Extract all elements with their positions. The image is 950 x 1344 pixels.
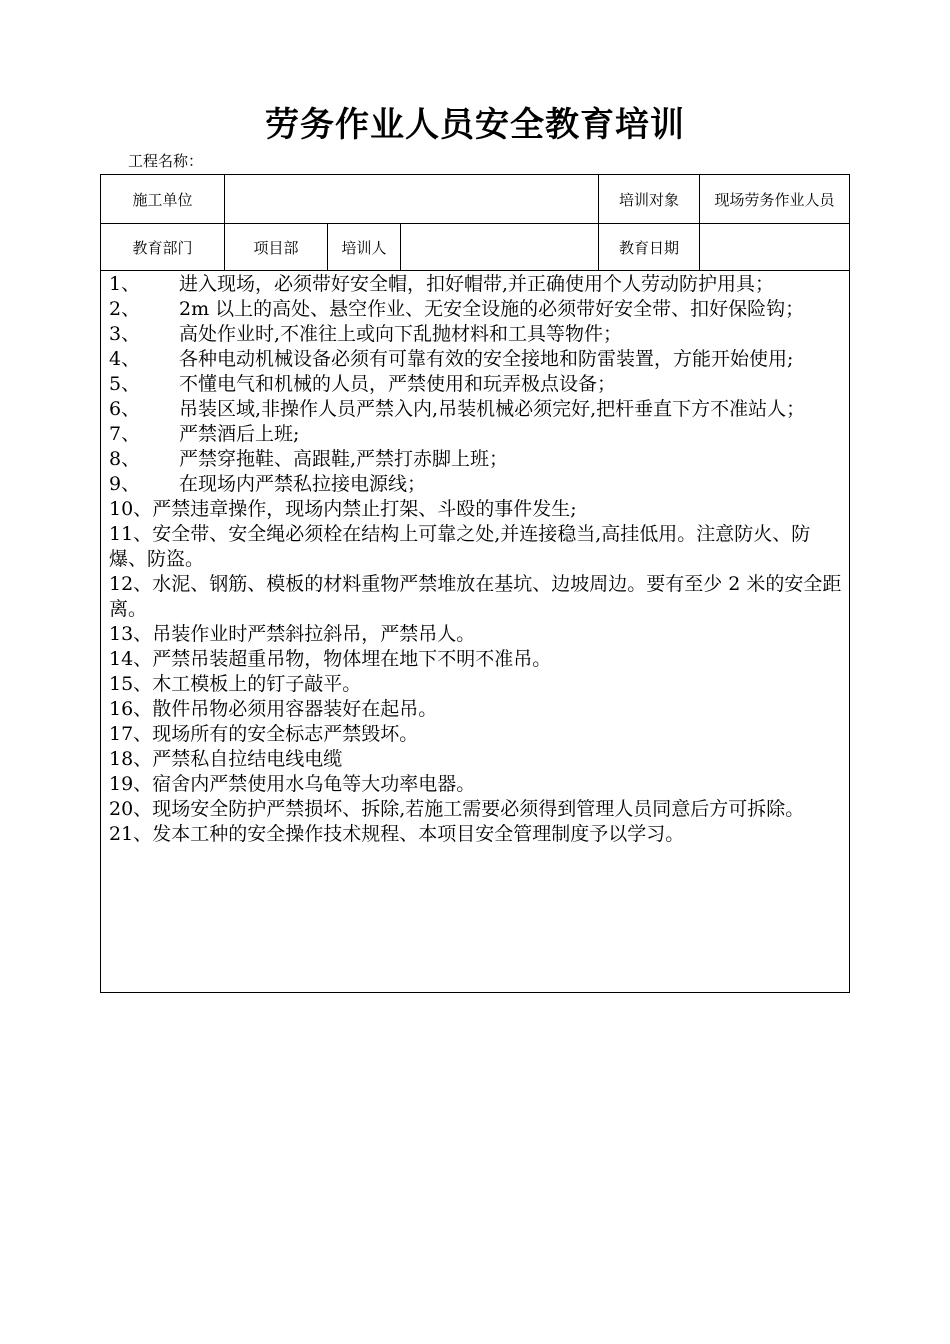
rule-item bbox=[109, 272, 843, 297]
rule-number: 20、 bbox=[109, 798, 153, 820]
rule-item bbox=[109, 647, 843, 672]
rule-number: 1、 bbox=[109, 273, 141, 295]
rule-text: 各种电动机械设备必须有可靠有效的安全接地和防雷装置，方能开始使用; bbox=[179, 348, 794, 370]
rule-item bbox=[109, 422, 843, 447]
rule-text: 严禁穿拖鞋、高跟鞋,严禁打赤脚上班； bbox=[179, 448, 509, 470]
rule-text: 严禁违章操作，现场内禁止打架、斗殴的事件发生; bbox=[152, 498, 577, 520]
rule-number: 17、 bbox=[109, 723, 153, 745]
rule-number: 15、 bbox=[109, 673, 153, 695]
rule-number: 6、 bbox=[109, 398, 141, 420]
dept-label: 教育部门 bbox=[101, 224, 225, 270]
rule-text: 现场安全防护严禁损坏、拆除,若施工需要必须得到管理人员同意后方可拆除。 bbox=[152, 798, 805, 820]
date-label: 教育日期 bbox=[599, 224, 700, 270]
rule-text: 吊装作业时严禁斜拉斜吊，严禁吊人。 bbox=[152, 623, 476, 645]
rule-text: 吊装区域,非操作人员严禁入内,吊装机械必须完好,把杆垂直下方不准站人； bbox=[179, 398, 806, 420]
unit-label: 施工单位 bbox=[101, 175, 225, 223]
safety-rules-list bbox=[109, 272, 843, 847]
rule-number: 13、 bbox=[109, 623, 153, 645]
rule-number: 5、 bbox=[109, 373, 141, 395]
rule-item bbox=[109, 322, 843, 347]
rule-item bbox=[109, 622, 843, 647]
rule-text: 发本工种的安全操作技术规程、本项目安全管理制度予以学习。 bbox=[152, 823, 685, 845]
rule-item bbox=[109, 472, 843, 497]
rule-number: 19、 bbox=[109, 773, 153, 795]
rule-text: 进入现场，必须带好安全帽，扣好帽带,并正确使用个人劳动防护用具； bbox=[179, 273, 775, 295]
rule-text: 严禁吊装超重吊物，物体埋在地下不明不准吊。 bbox=[152, 648, 552, 670]
rule-text: 安全带、安全绳必须栓在结构上可靠之处,并连接稳当,高挂低用。注意防火、防爆、防盗。 bbox=[109, 523, 811, 570]
rule-text: 不懂电气和机械的人员，严禁使用和玩弄极点设备； bbox=[179, 373, 617, 395]
rule-item bbox=[109, 522, 843, 572]
rule-number: 12、 bbox=[109, 573, 153, 595]
rule-number: 7、 bbox=[109, 423, 141, 445]
rule-item bbox=[109, 722, 843, 747]
rule-text: 现场所有的安全标志严禁毁坏。 bbox=[152, 723, 419, 745]
rule-text: 严禁酒后上班; bbox=[179, 423, 300, 445]
rule-text: 2m 以上的高处、悬空作业、无安全设施的必须带好安全带、扣好保险钩； bbox=[179, 298, 805, 320]
rule-text: 严禁私自拉结电线电缆 bbox=[152, 748, 343, 770]
rule-number: 16、 bbox=[109, 698, 153, 720]
rule-number: 18、 bbox=[109, 748, 153, 770]
date-value-field[interactable] bbox=[700, 224, 849, 270]
unit-value-field[interactable] bbox=[225, 175, 599, 223]
training-form bbox=[100, 174, 850, 993]
rule-number: 2、 bbox=[109, 298, 141, 320]
rule-number: 11、 bbox=[109, 523, 153, 545]
target-value[interactable]: 现场劳务作业人员 bbox=[714, 190, 835, 209]
form-row-dept bbox=[101, 224, 849, 271]
rule-text: 散件吊物必须用容器装好在起吊。 bbox=[152, 698, 438, 720]
target-label: 培训对象 bbox=[599, 175, 700, 223]
rule-number: 4、 bbox=[109, 348, 141, 370]
rule-item bbox=[109, 747, 843, 772]
rule-item bbox=[109, 497, 843, 522]
rule-item bbox=[109, 797, 843, 822]
rule-number: 3、 bbox=[109, 323, 141, 345]
rule-text: 宿舍内严禁使用水乌龟等大功率电器。 bbox=[152, 773, 476, 795]
rule-item bbox=[109, 572, 843, 622]
rule-item bbox=[109, 822, 843, 847]
rule-text: 木工模板上的钉子敲平。 bbox=[152, 673, 362, 695]
trainer-label: 培训人 bbox=[328, 224, 401, 270]
rule-text: 在现场内严禁私拉接电源线； bbox=[179, 473, 427, 495]
rule-number: 14、 bbox=[109, 648, 153, 670]
rule-text: 高处作业时,不准往上或向下乱抛材料和工具等物件； bbox=[179, 323, 623, 345]
dept-value[interactable]: 项目部 bbox=[225, 224, 328, 270]
rule-item bbox=[109, 372, 843, 397]
rule-item bbox=[109, 447, 843, 472]
rule-number: 9、 bbox=[109, 473, 141, 495]
rule-number: 21、 bbox=[109, 823, 153, 845]
rule-item bbox=[109, 772, 843, 797]
project-name-label: 工程名称： bbox=[128, 152, 204, 170]
trainer-value-field[interactable] bbox=[401, 224, 599, 270]
rule-item bbox=[109, 397, 843, 422]
rule-item bbox=[109, 347, 843, 372]
rule-text: 水泥、钢筋、模板的材料重物严禁堆放在基坑、边坡周边。要有至少 2 米的安全距离。 bbox=[109, 573, 842, 620]
rule-item bbox=[109, 672, 843, 697]
form-row-unit bbox=[101, 175, 849, 224]
document-title: 劳务作业人员安全教育培训 bbox=[265, 105, 685, 145]
rule-number: 10、 bbox=[109, 498, 153, 520]
rule-item bbox=[109, 697, 843, 722]
rule-number: 8、 bbox=[109, 448, 141, 470]
rule-item bbox=[109, 297, 843, 322]
